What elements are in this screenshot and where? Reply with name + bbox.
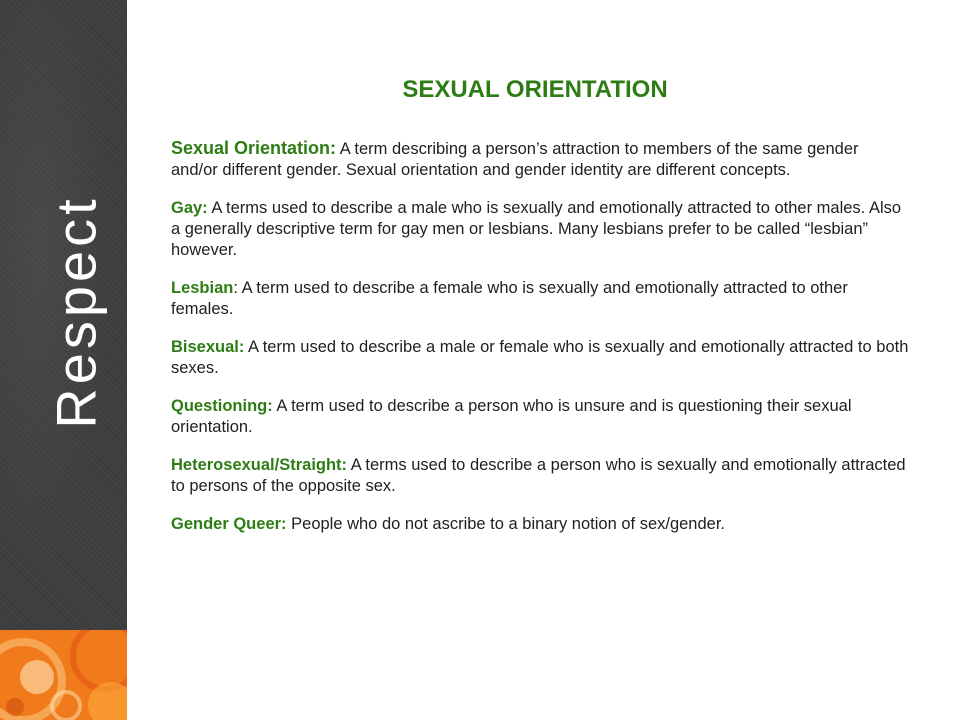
definition-questioning [171,396,909,438]
term: Bisexual: [171,338,245,356]
definition-heterosexual [171,455,909,497]
definition-gay [171,198,909,261]
definition-list [171,138,909,552]
definition-bisexual [171,337,909,379]
definition-lesbian [171,278,909,320]
term: Gender Queer: [171,515,287,533]
definition-gender-queer [171,514,909,535]
decorative-orange-graphic [0,630,127,720]
sidebar-title: Respect [44,195,108,429]
slide-heading: SEXUAL ORIENTATION [402,76,668,103]
term: Lesbian [171,279,234,297]
term: Sexual Orientation: [171,138,337,158]
definition-text: A terms used to describe a person who is sexually and emotionally attracted to persons of the opposite sex. [171,456,906,495]
definition-text: A term describing a person’s attraction to members of the same gender and/or different gender. Sexual orientation and gender identity are different concepts. [171,140,859,179]
definition-sexual-orientation [171,138,909,181]
term: Gay: [171,199,208,217]
definition-text: People who do not ascribe to a binary notion of sex/gender. [286,515,726,533]
term: Heterosexual/Straight: [171,456,348,474]
definition-text: A term used to describe a person who is unsure and is questioning their sexual orientation. [171,397,852,436]
definition-text: : A term used to describe a female who is sexually and emotionally attracted to other females. [171,279,848,318]
definition-text: A terms used to describe a male who is sexually and emotionally attracted to other males. Also a generally descriptive term for gay men or lesbians. Many lesbians prefer to be called “lesbian” however. [171,199,902,259]
term: Questioning: [171,397,273,415]
definition-text: A term used to describe a male or female who is sexually and emotionally attracted to both sexes. [171,338,909,377]
sidebar [0,0,127,630]
